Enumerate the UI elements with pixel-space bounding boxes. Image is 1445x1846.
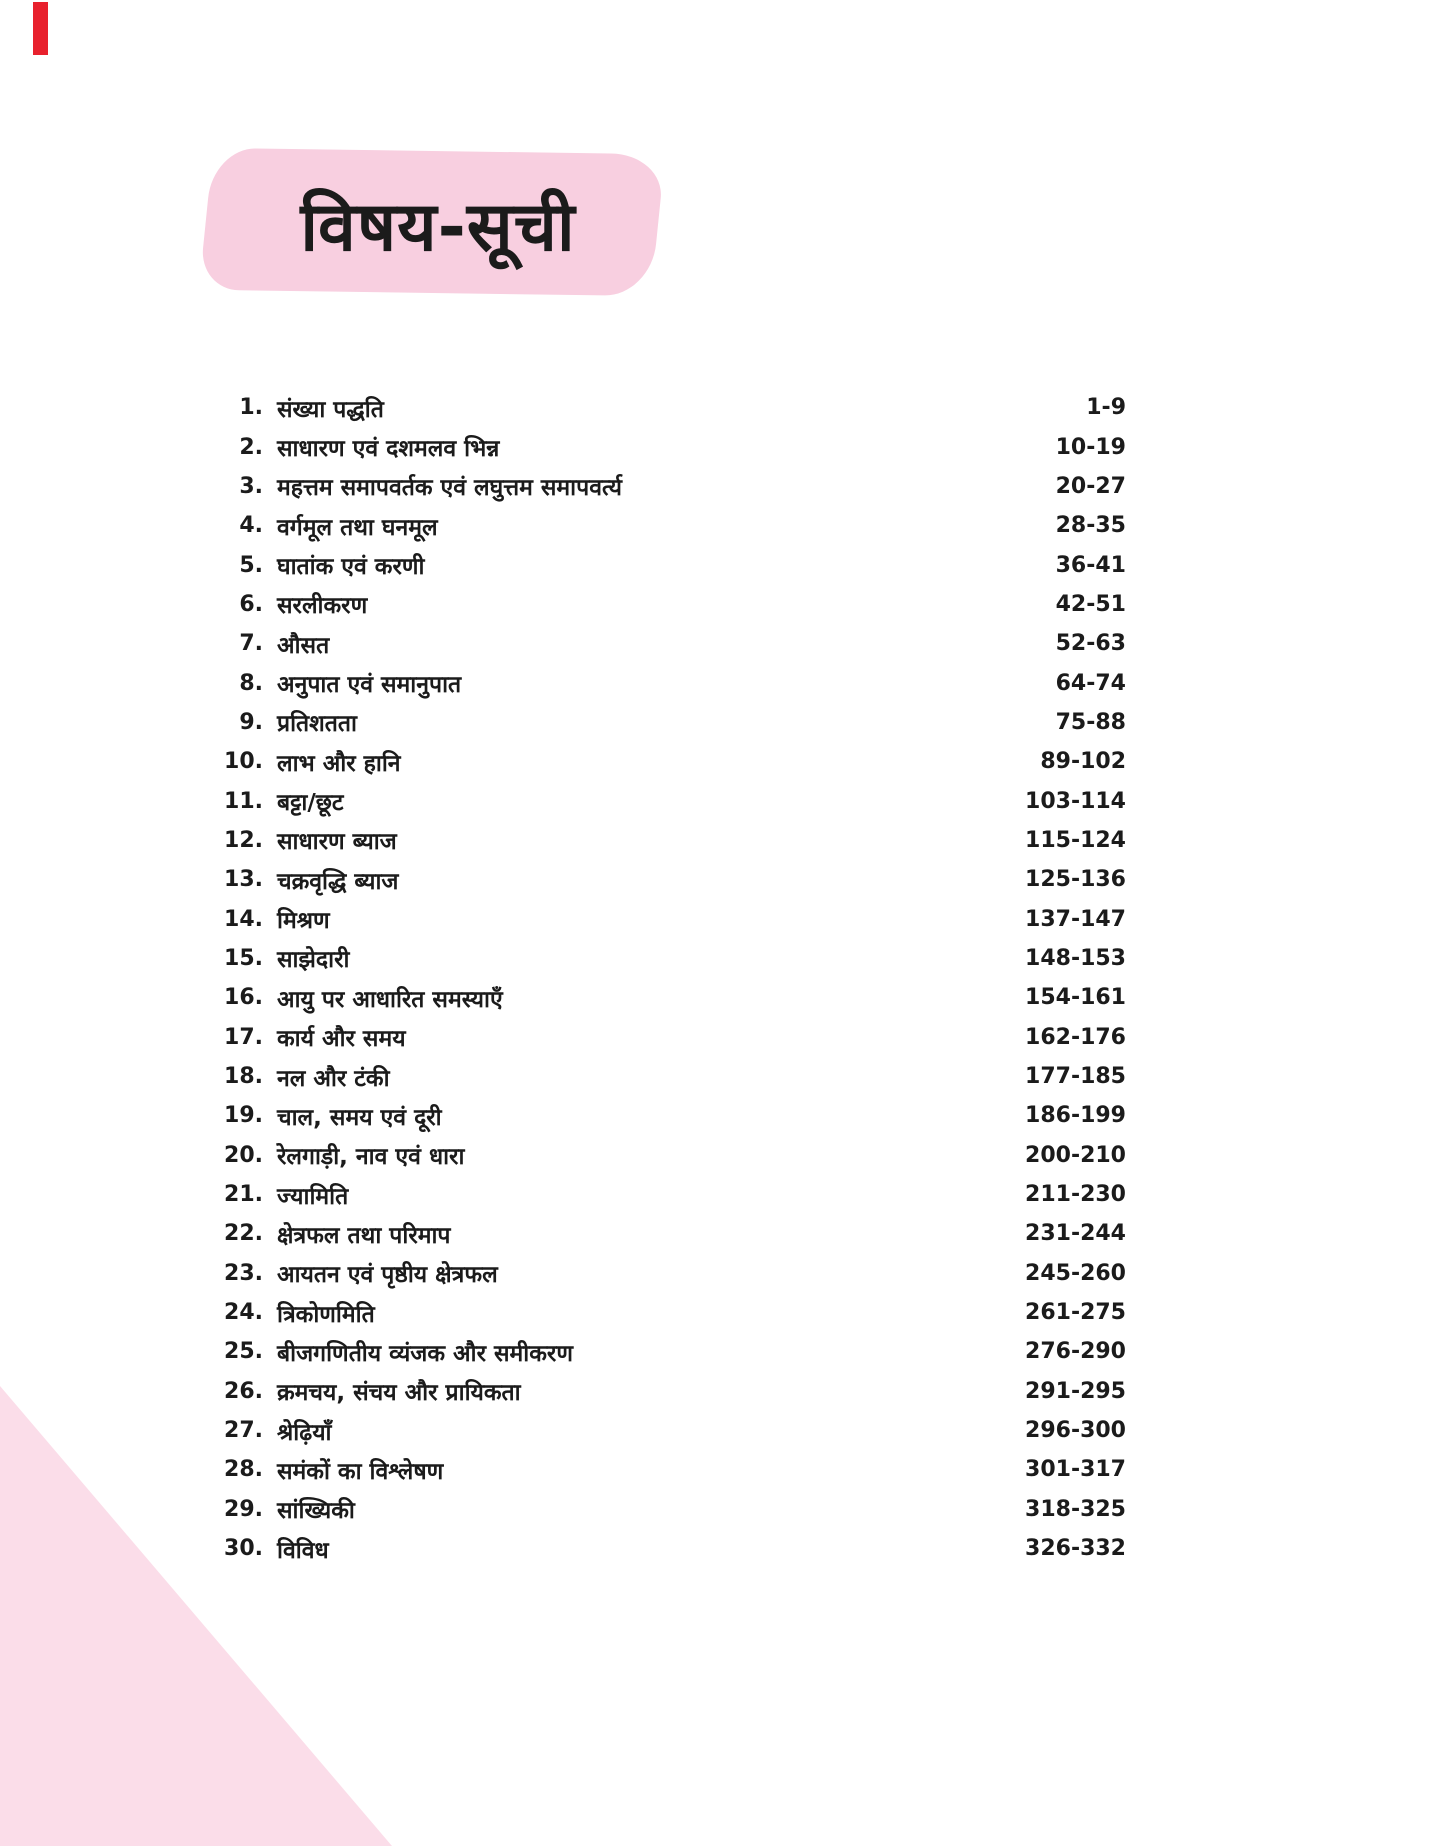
toc-page-range: 137-147	[1025, 906, 1126, 932]
toc-chapter-number: 6.	[239, 591, 263, 617]
toc-chapter-number: 16.	[224, 985, 263, 1011]
toc-page-range: 200-210	[1025, 1142, 1126, 1168]
toc-row	[205, 663, 1126, 702]
toc-chapter-title: चक्रवृद्धि ब्याज	[277, 868, 399, 895]
toc-row	[205, 1096, 1126, 1135]
toc-row	[205, 1057, 1126, 1096]
toc-chapter-title: सरलीकरण	[277, 593, 368, 620]
toc-row	[205, 585, 1126, 624]
toc-page-range: 245-260	[1025, 1260, 1126, 1286]
toc-page-range: 1-9	[1086, 395, 1126, 421]
toc-row	[205, 545, 1126, 584]
toc-page-range: 103-114	[1025, 788, 1126, 814]
toc-chapter-title: अनुपात एवं समानुपात	[277, 672, 462, 699]
toc-row	[205, 1175, 1126, 1214]
toc-chapter-title: साधारण ब्याज	[277, 829, 397, 856]
toc-page-range: 231-244	[1025, 1221, 1126, 1247]
toc-page-range: 276-290	[1025, 1339, 1126, 1365]
toc-page-range: 318-325	[1025, 1496, 1126, 1522]
toc-row	[205, 624, 1126, 663]
toc-chapter-number: 14.	[224, 906, 263, 932]
toc-page-range: 89-102	[1040, 749, 1126, 775]
toc-page-range: 291-295	[1025, 1378, 1126, 1404]
toc-row	[205, 506, 1126, 545]
toc-row	[205, 939, 1126, 978]
toc-page-range: 125-136	[1025, 867, 1126, 893]
toc-row	[205, 467, 1126, 506]
toc-chapter-title: कार्य और समय	[277, 1026, 406, 1053]
toc-chapter-title: चाल, समय एवं दूरी	[277, 1104, 442, 1131]
toc-chapter-number: 1.	[239, 395, 263, 421]
toc-row	[205, 781, 1126, 820]
toc-row	[205, 1529, 1126, 1568]
toc-page-range: 261-275	[1025, 1300, 1126, 1326]
toc-row	[205, 821, 1126, 860]
toc-chapter-number: 30.	[224, 1536, 263, 1562]
toc-chapter-number: 12.	[224, 827, 263, 853]
toc-chapter-number: 25.	[224, 1339, 263, 1365]
toc-chapter-number: 23.	[224, 1260, 263, 1286]
toc-chapter-number: 3.	[239, 473, 263, 499]
page-title: विषय-सूची	[300, 187, 576, 267]
toc-chapter-title: श्रेढ़ियाँ	[277, 1419, 332, 1446]
toc-row	[205, 388, 1126, 427]
toc-page-range: 75-88	[1055, 709, 1126, 735]
toc-row	[205, 1254, 1126, 1293]
toc-chapter-title: घातांक एवं करणी	[277, 554, 425, 581]
toc-chapter-number: 21.	[224, 1182, 263, 1208]
toc-chapter-title: समंकों का विश्लेषण	[277, 1458, 444, 1485]
toc-page-range: 186-199	[1025, 1103, 1126, 1129]
toc-chapter-number: 29.	[224, 1496, 263, 1522]
toc-chapter-number: 9.	[239, 709, 263, 735]
toc-chapter-number: 7.	[239, 631, 263, 657]
toc-chapter-number: 5.	[239, 552, 263, 578]
toc-chapter-title: त्रिकोणमिति	[277, 1301, 375, 1328]
toc-page-range: 52-63	[1055, 631, 1126, 657]
toc-chapter-number: 4.	[239, 513, 263, 539]
toc-chapter-number: 18.	[224, 1064, 263, 1090]
toc-chapter-number: 10.	[224, 749, 263, 775]
toc-chapter-number: 28.	[224, 1457, 263, 1483]
toc-chapter-number: 24.	[224, 1300, 263, 1326]
toc-row	[205, 1490, 1126, 1529]
corner-bleed-mark	[33, 2, 48, 55]
toc-row	[205, 427, 1126, 466]
toc-chapter-number: 26.	[224, 1378, 263, 1404]
toc-chapter-number: 17.	[224, 1024, 263, 1050]
toc-row	[205, 978, 1126, 1017]
toc-chapter-title: मिश्रण	[277, 908, 330, 935]
toc-page-range: 154-161	[1025, 985, 1126, 1011]
toc-row	[205, 1293, 1126, 1332]
toc-page-range: 301-317	[1025, 1457, 1126, 1483]
toc-page-range: 148-153	[1025, 945, 1126, 971]
toc-chapter-title: प्रतिशतता	[277, 711, 357, 738]
toc-row	[205, 703, 1126, 742]
toc-page-range: 162-176	[1025, 1024, 1126, 1050]
toc-chapter-title: बीजगणितीय व्यंजक और समीकरण	[277, 1340, 573, 1367]
toc-chapter-title: साझेदारी	[277, 947, 350, 974]
toc-chapter-title: लाभ और हानि	[277, 750, 401, 777]
toc-row	[205, 1450, 1126, 1489]
toc-page-range: 20-27	[1055, 473, 1126, 499]
toc-page-range: 36-41	[1055, 552, 1126, 578]
toc-chapter-title: आयु पर आधारित समस्याएँ	[277, 986, 503, 1013]
toc-chapter-title: महत्तम समापवर्तक एवं लघुत्तम समापवर्त्य	[277, 475, 622, 502]
toc-chapter-title: संख्या पद्धति	[277, 396, 384, 423]
toc-chapter-title: ज्यामिति	[277, 1183, 349, 1210]
toc-chapter-title: बट्टा/छूट	[277, 790, 344, 817]
toc-page-range: 296-300	[1025, 1418, 1126, 1444]
toc-row	[205, 860, 1126, 899]
toc-page-range: 326-332	[1025, 1536, 1126, 1562]
toc-chapter-number: 22.	[224, 1221, 263, 1247]
toc-chapter-title: साधारण एवं दशमलव भिन्न	[277, 436, 500, 463]
toc-page-range: 115-124	[1025, 827, 1126, 853]
toc-chapter-title: विविध	[277, 1537, 329, 1564]
toc-chapter-number: 2.	[239, 434, 263, 460]
toc-page-range: 177-185	[1025, 1064, 1126, 1090]
toc-list	[205, 388, 1126, 1568]
toc-page-range: 28-35	[1055, 513, 1126, 539]
toc-page-range: 42-51	[1055, 591, 1126, 617]
toc-page-range: 10-19	[1055, 434, 1126, 460]
toc-row	[205, 1214, 1126, 1253]
toc-chapter-title: नल और टंकी	[277, 1065, 390, 1092]
toc-page-range: 64-74	[1055, 670, 1126, 696]
toc-chapter-number: 13.	[224, 867, 263, 893]
toc-row	[205, 1136, 1126, 1175]
toc-row	[205, 1411, 1126, 1450]
toc-chapter-title: वर्गमूल तथा घनमूल	[277, 514, 438, 541]
toc-chapter-number: 19.	[224, 1103, 263, 1129]
toc-row	[205, 899, 1126, 938]
toc-chapter-title: औसत	[277, 632, 330, 659]
toc-chapter-title: क्षेत्रफल तथा परिमाप	[277, 1222, 451, 1249]
toc-chapter-title: रेलगाड़ी, नाव एवं धारा	[277, 1144, 465, 1171]
toc-page-range: 211-230	[1025, 1182, 1126, 1208]
toc-chapter-title: क्रमचय, संचय और प्रायिकता	[277, 1380, 521, 1407]
toc-chapter-number: 15.	[224, 945, 263, 971]
toc-chapter-title: आयतन एवं पृष्ठीय क्षेत्रफल	[277, 1262, 498, 1289]
toc-chapter-number: 20.	[224, 1142, 263, 1168]
toc-chapter-number: 8.	[239, 670, 263, 696]
toc-row	[205, 1018, 1126, 1057]
toc-row	[205, 742, 1126, 781]
toc-chapter-number: 27.	[224, 1418, 263, 1444]
toc-chapter-title: सांख्यिकी	[277, 1498, 355, 1525]
toc-row	[205, 1332, 1126, 1371]
toc-row	[205, 1372, 1126, 1411]
toc-chapter-number: 11.	[224, 788, 263, 814]
